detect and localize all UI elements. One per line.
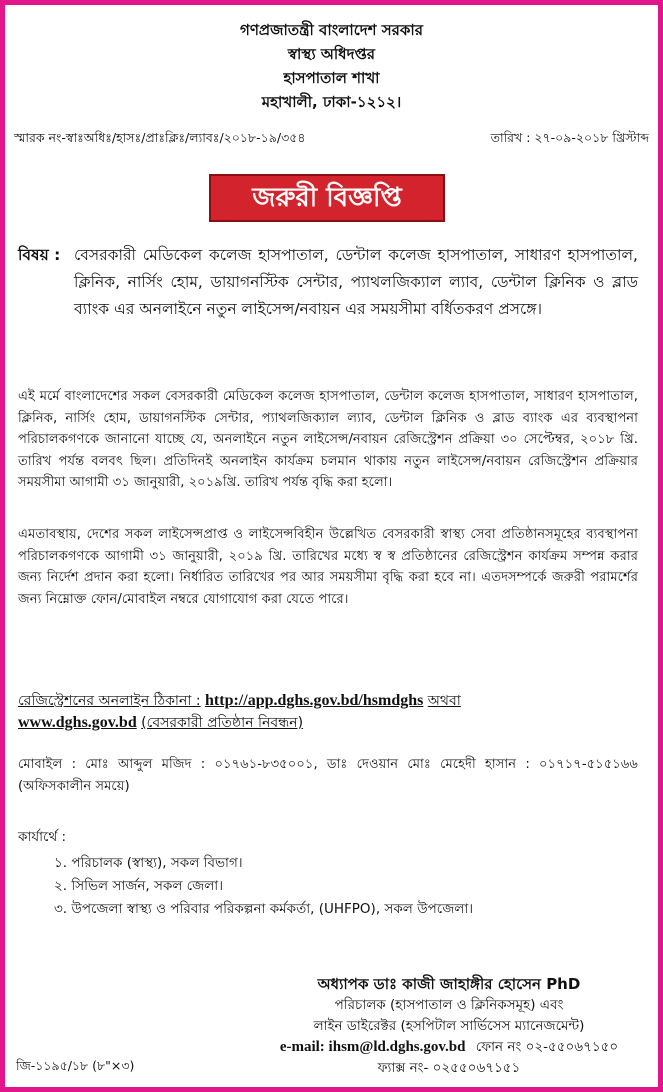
letterhead (14, 18, 649, 114)
paragraph-2: এমতাবস্থায়, দেশের সকল লাইসেন্সপ্রাপ্ত ও লাইসেন্সবিহীন উল্লেখিত বেসরকারী স্বাস্থ্য সেবা প্রতিষ্ঠানসমূহের ব্যবস্থাপনা পরিচালকগণকে আগামী ৩১ জানুয়ারী, ২০১৯ খ্রি. তারিখের মধ্যে স্ব স্ব প্রতিষ্ঠানের রেজিস্ট্রেশন কার্যক্রম সম্পন্ন করার জন্য নির্দেশ প্রদান করা হলো। নির্ধারিত তারিখের পর আর সময়সীমা বৃদ্ধি করা হবে না। এতদসম্পর্কে জরুরী পরামর্শের জন্য নিম্নোক্ত ফোন/মোবাইল নম্বরে যোগাযোগ করা যেতে পারে। (18, 527, 638, 607)
registration-label: রেজিস্ট্রেশনের অনলাইন ঠিকানা : (18, 693, 201, 709)
address: মহাখালী, ঢাকা-১২১২। (261, 93, 402, 111)
registration-note: (বেসরকারী প্রতিষ্ঠান নিবন্ধন) (141, 715, 304, 731)
signatory-name: অধ্যাপক ডাঃ কাজী জাহাঙ্গীর হোসেন PhD (317, 975, 581, 993)
reference-row (14, 130, 649, 152)
department-name: স্বাস্থ্য অধিদপ্তর (287, 45, 376, 63)
notice-date: তারিখ : ২৭-০৯-২০১৮ খ্রিস্টাব্দ (490, 130, 649, 145)
or-text: অথবা (427, 693, 461, 709)
cc-item: ৩. উপজেলা স্বাস্থ্য ও পরিবার পরিকল্পনা কর্মকর্তা, (UHFPO), সকল উপজেলা। (54, 901, 474, 917)
signatory-fax: ফ্যাক্স নং- ০২৫৫০৬৭১৫১ (377, 1060, 521, 1076)
cc-item: ১. পরিচালক (স্বাস্থ্য), সকল বিভাগ। (54, 855, 243, 871)
registration-link-1[interactable]: http://app.dghs.gov.bd/hsmdghs (205, 692, 424, 709)
signature-block (259, 974, 639, 1079)
signatory-email: e-mail: ihsm@ld.dghs.gov.bd (279, 1039, 466, 1055)
print-code: জি-১১৯৫/১৮ (৮"×৩) (16, 1058, 135, 1073)
notice-title: জরুরী বিজ্ঞপ্তি (209, 174, 445, 222)
notice-content (14, 14, 649, 1078)
registration-link-2[interactable]: www.dghs.gov.bd (18, 714, 137, 731)
govt-name: গণপ্রজাতন্ত্রী বাংলাদেশ সরকার (240, 21, 423, 39)
cc-label: কার্যার্থে : (18, 829, 67, 845)
signatory-title-2: লাইন ডাইরেক্টর (হসপিটাল সার্ভিসেস ম্যানেজমেন্ট) (313, 1018, 585, 1034)
subject-text: বেসরকারী মেডিকেল কলেজ হাসপাতাল, ডেন্টাল কলেজ হাসপাতাল, সাধারণ হাসপাতাল, ক্লিনিক, নার্সিং হোম, ডায়াগনস্টিক সেন্টার, প্যাথলজিক্যাল ল্যাব, ডেন্টাল ক্লিনিক ও ব্লাড ব্যাংক এর অনলাইনে নতুন লাইসেন্স/নবায়ন এর সময়সীমা বর্ধিতকরণ প্রসঙ্গে। (74, 246, 638, 318)
contact-numbers: মোবাইল : মোঃ আব্দুল মজিদ : ০১৭৬১-৮৩৫০০১, ডাঃ দেওয়ান মোঃ মেহেদী হাসান : ০১৭১৭-৫১৫১৬৬ (অফিসকালীন সময়ে) (18, 757, 638, 794)
subject-block (18, 242, 638, 323)
branch-name: হাসপাতাল শাখা (283, 69, 380, 87)
signatory-contact (259, 1037, 639, 1058)
cc-item: ২. সিভিল সার্জন, সকল জেলা। (54, 878, 224, 894)
registration-address (18, 690, 638, 734)
subject-label: বিষয় : (18, 246, 61, 264)
signatory-phone: ফোন নং ০২-৫৫০৬৭১৫০ (475, 1039, 619, 1055)
cc-list (54, 852, 473, 921)
paragraph-1: এই মর্মে বাংলাদেশের সকল বেসরকারী মেডিকেল কলেজ হাসপাতাল, ডেন্টাল কলেজ হাসপাতাল, সাধারণ হাসপাতাল, ক্লিনিক, নার্সিং হোম, ডায়াগনস্টিক সেন্টার, প্যাথলজিক্যাল ল্যাব, ডেন্টাল ক্লিনিক ও ব্লাড ব্যাংক এর ব্যবস্থাপনা পরিচালকগণকে জানানো যাচ্ছে যে, অনলাইনে নতুন লাইসেন্স/নবায়ন রেজিস্ট্রেশন প্রক্রিয়া ৩০ সেপ্টেম্বর, ২০১৮ খ্রি. তারিখ পর্যন্ত বলবৎ ছিল। প্রতিদিনই অনলাইন কার্যক্রম চলমান থাকায় নতুন লাইসেন্স/নবায়ন রেজিস্ট্রেশন প্রক্রিয়ার সময়সীমা আগামী ৩১ জানুয়ারী, ২০১৯খ্রি. তারিখ পর্যন্ত বৃদ্ধি করা হলো। (18, 389, 638, 490)
memo-number: স্মারক নং-স্বাঃঅধিঃ/হাসঃ/প্রাঃক্লিঃ/ল্যাবঃ/২০১৮-১৯/৩৫৪ (14, 130, 306, 145)
signatory-title-1: পরিচালক (হাসপাতাল ও ক্লিনিকসমূহ) এবং (334, 997, 564, 1013)
